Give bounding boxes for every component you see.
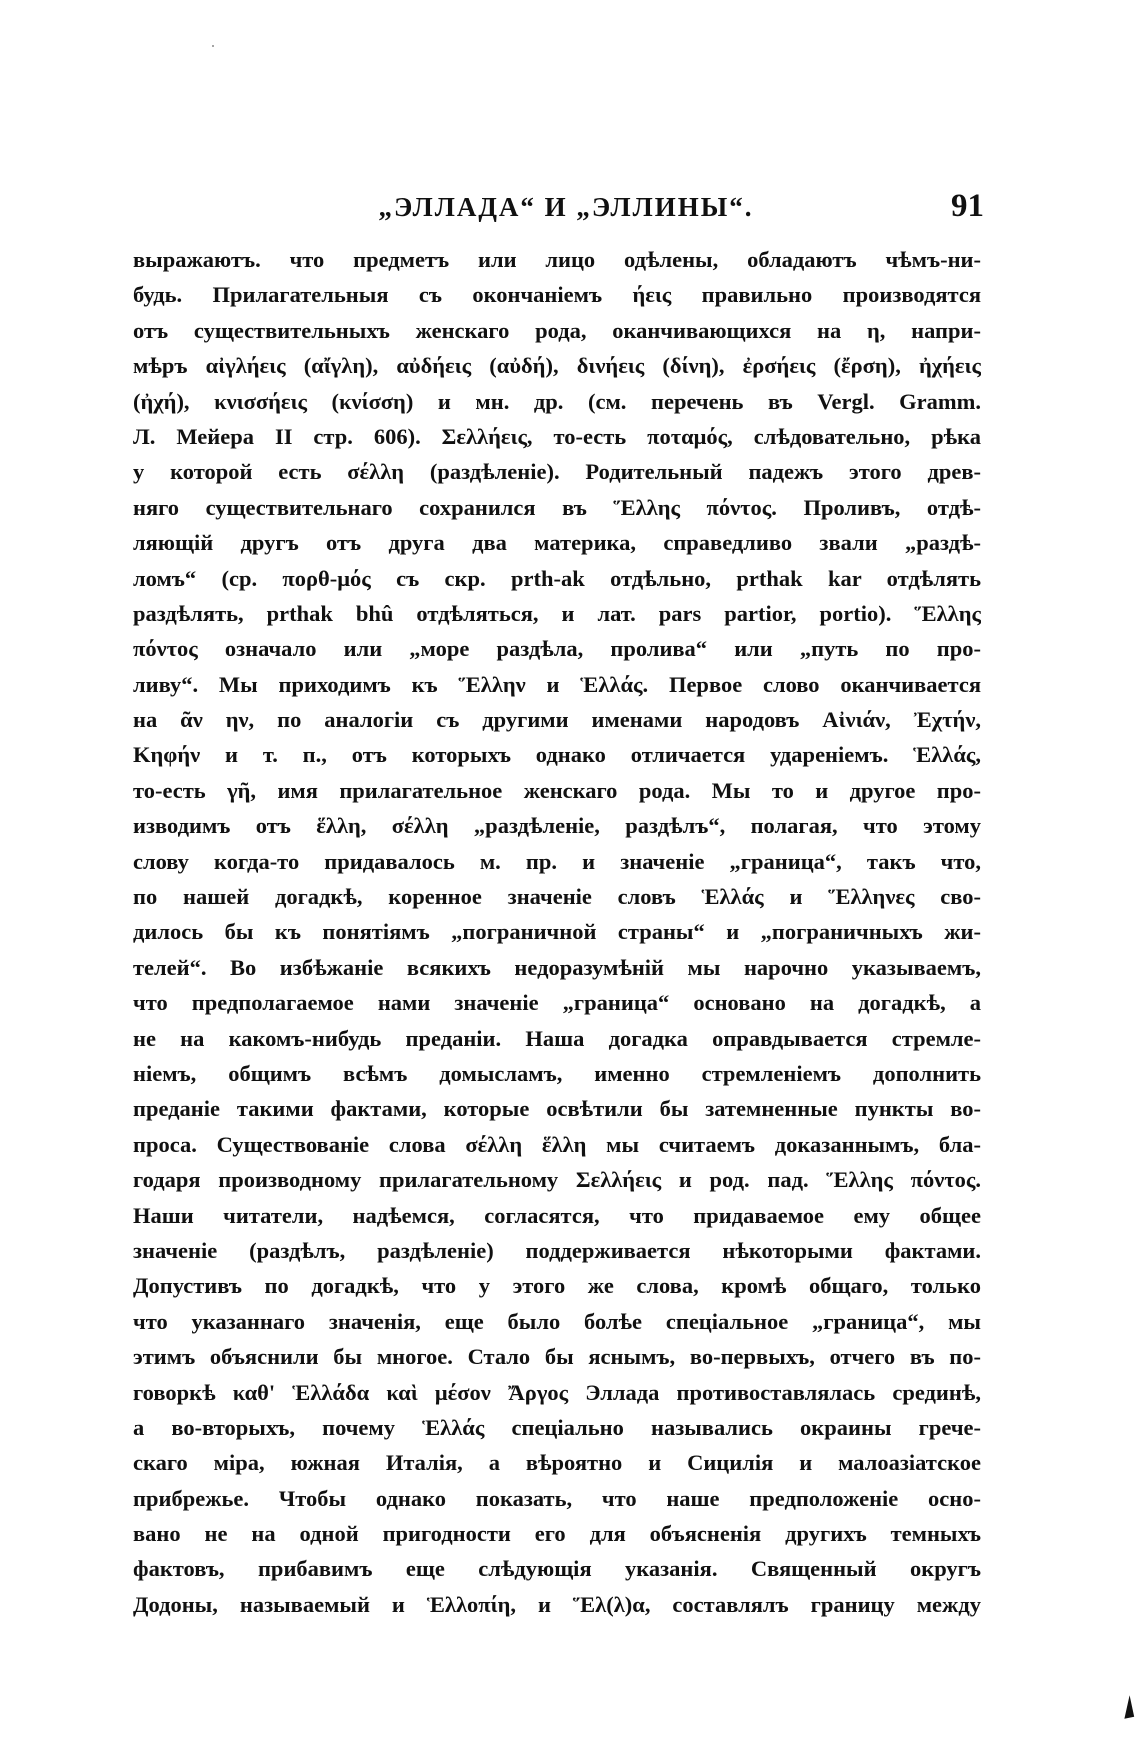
- running-head: [130, 188, 1002, 232]
- text-line: а во-вторыхъ, почему Ἑλλάς спеціально назывались окраины грече-: [133, 1414, 981, 1440]
- text-line: ломъ“ (ср. πορθ-μός съ скр. prth-ak отдѣльно, prthak kar отдѣлять: [133, 565, 981, 591]
- text-line: проса. Существованіе слова σέλλη ἕλλη мы считаемъ доказаннымъ, бла-: [133, 1131, 981, 1157]
- text-line: раздѣлять, prthak bhû отдѣляться, и лат. pars partior, portio). Ἕλλης: [133, 600, 981, 626]
- text-line: Л. Мейера II стр. 606). Σελλήεις, то-есть ποταμός, слѣдовательно, рѣка: [133, 423, 981, 449]
- text-line: скаго міра, южная Италія, а вѣроятно и Сицилія и малоазіатское: [133, 1450, 981, 1476]
- page-number: 91: [951, 188, 984, 224]
- text-line: что указаннаго значенія, еще было болѣе спеціальное „граница“, мы: [133, 1308, 981, 1334]
- text-line: (ἠχή), κνισσήεις (κνίσση) и мн. др. (см. перечень въ Vergl. Gramm.: [133, 388, 981, 414]
- text-line: Допустивъ по догадкѣ, что у этого же слова, кромѣ общаго, только: [133, 1273, 981, 1299]
- text-line: говоркѣ καθ' Ἑλλάδα καὶ μέσον Ἄργος Эллада противоставлялась срединѣ,: [133, 1379, 981, 1405]
- text-line: выражаютъ. что предметъ или лицо одѣлены, обладаютъ чѣмъ-ни-: [133, 247, 981, 272]
- text-line: ніемъ, общимъ всѣмъ домысламъ, именно стремленіемъ дополнить: [133, 1060, 981, 1086]
- text-line: изводимъ отъ ἕλλη, σέλλη „раздѣленіе, раздѣлъ“, полагая, что этому: [133, 813, 981, 839]
- text-line: этимъ объяснили бы многое. Стало бы яснымъ, во-первыхъ, отчего въ по-: [133, 1344, 981, 1370]
- text-line: мѣръ αἰγλήεις (αἴγλη), αὐδήεις (αὐδή), δινήεις (δίνη), ἐρσήεις (ἔρση), ἠχήεις: [133, 353, 981, 379]
- text-line: Наши читатели, надѣемся, согласятся, что придаваемое ему общее: [133, 1202, 981, 1228]
- text-line: ливу“. Мы приходимъ къ Ἕλλην и Ἑλλάς. Первое слово оканчивается: [133, 671, 981, 697]
- text-line: будь. Прилагательныя съ окончаніемъ ήεις правильно производятся: [133, 282, 981, 308]
- text-line: фактовъ, прибавимъ еще слѣдующія указанія. Священный округъ: [133, 1556, 981, 1582]
- text-line: по нашей догадкѣ, коренное значеніе словъ Ἑλλάς и Ἕλληνες сво-: [133, 884, 981, 910]
- text-line: прибрежье. Чтобы однако показать, что наше предположеніе осно-: [133, 1485, 981, 1511]
- text-line: няго существительнаго сохранился въ Ἕλλης πόντος. Проливъ, отдѣ-: [133, 494, 981, 520]
- text-line: πόντος означало или „море раздѣла, пролива“ или „путь по про-: [133, 636, 981, 662]
- text-line: не на какомъ-нибудь преданіи. Наша догадка оправдывается стремле-: [133, 1025, 981, 1051]
- text-line: отъ существительныхъ женскаго рода, оканчивающихся на η, напри-: [133, 317, 981, 343]
- text-line: ляющій другъ отъ друга два материка, справедливо звали „раздѣ-: [133, 530, 981, 556]
- text-line: значеніе (раздѣлъ, раздѣленіе) поддерживается нѣкоторыми фактами.: [133, 1237, 981, 1263]
- text-line: Κηφήν и т. п., отъ которыхъ однако отличается удареніемъ. Ἑλλάς,: [133, 742, 981, 768]
- text-line: у которой есть σέλλη (раздѣленіе). Родительный падежъ этого древ-: [133, 459, 981, 485]
- paper-speck: [212, 45, 214, 47]
- body-text: [133, 242, 981, 1622]
- corner-mark-icon: [1120, 1695, 1134, 1719]
- text-line: на ᾶν ην, по аналогіи съ другими именами народовъ Αἰνιάν, Ἐχτήν,: [133, 707, 981, 733]
- text-line: дилось бы къ понятіямъ „пограничной страны“ и „пограничныхъ жи-: [133, 919, 981, 945]
- running-title: „ЭЛЛАДА“ И „ЭЛЛИНЫ“.: [378, 192, 754, 222]
- text-line: Додоны, называемый и Ἑλλοπίη, и Ἕλ(λ)α, составлялъ границу между: [133, 1591, 981, 1617]
- text-line: то-есть γῆ, имя прилагательное женскаго рода. Мы то и другое про-: [133, 777, 981, 803]
- text-line: что предполагаемое нами значеніе „граница“ основано на догадкѣ, а: [133, 990, 981, 1016]
- text-line: преданіе такими фактами, которые освѣтили бы затемненные пункты во-: [133, 1096, 981, 1122]
- text-line: слову когда-то придавалось м. пр. и значеніе „граница“, такъ что,: [133, 848, 981, 874]
- text-line: годаря производному прилагательному Σελλήεις и род. пад. Ἕλλης πόντος.: [133, 1167, 981, 1193]
- text-line: телей“. Во избѣжаніе всякихъ недоразумѣній мы нарочно указываемъ,: [133, 954, 981, 980]
- text-line: вано не на одной пригодности его для объясненія другихъ темныхъ: [133, 1521, 981, 1547]
